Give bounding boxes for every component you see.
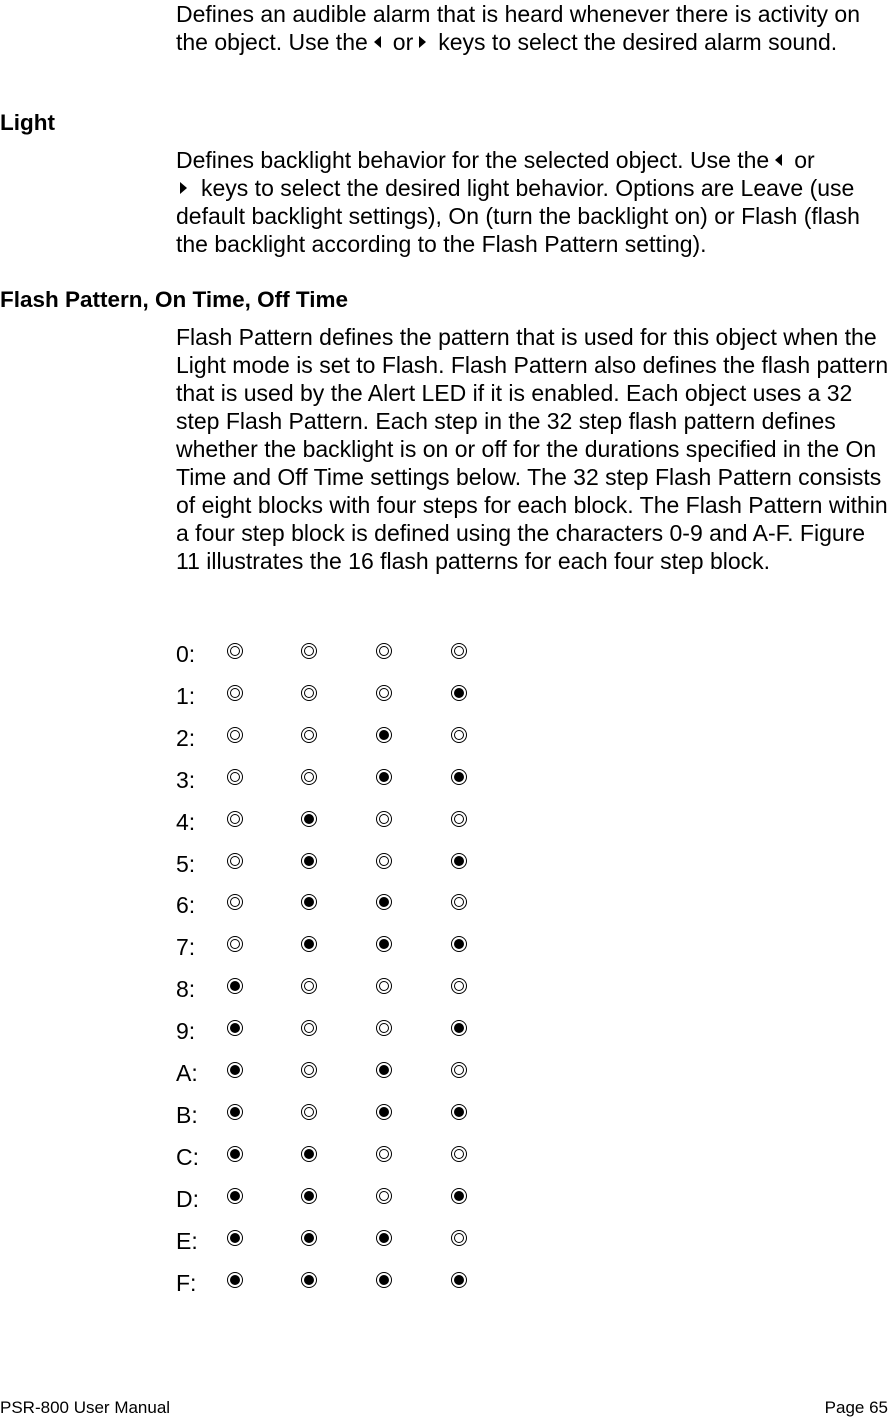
alarm-desc-text-1: Defines an audible alarm that is heard whenever there is activity on the object. Use the [176, 1, 860, 55]
step-on-icon [376, 1104, 392, 1120]
step-off-icon [451, 978, 467, 994]
step-off-icon [227, 727, 243, 743]
step-off-icon [227, 894, 243, 910]
step-off-icon [451, 643, 467, 659]
step-on-icon [301, 1188, 317, 1204]
light-desc-text-2: keys to select the desired light behavior. Options are Leave (use default backlight settings), On (turn the backlight on) or Flash (flash the backlight according to the Flash Pattern setting). [176, 175, 860, 257]
pattern-code-label: 3: [176, 766, 196, 793]
step-off-icon [376, 1020, 392, 1036]
step-on-icon [451, 1188, 467, 1204]
pattern-code-label: B: [176, 1101, 198, 1128]
light-desc-or: or [794, 147, 815, 173]
pattern-row [176, 1185, 496, 1213]
step-on-icon [376, 1062, 392, 1078]
step-on-icon [227, 1062, 243, 1078]
step-off-icon [451, 1146, 467, 1162]
pattern-code-label: 2: [176, 724, 196, 751]
pattern-row [176, 1227, 496, 1255]
pattern-code-label: F: [176, 1269, 197, 1296]
right-arrow-key-icon [419, 36, 426, 48]
flash-pattern-heading: Flash Pattern, On Time, Off Time [0, 287, 348, 312]
step-off-icon [227, 643, 243, 659]
pattern-code-label: E: [176, 1227, 198, 1254]
pattern-code-label: C: [176, 1143, 199, 1170]
light-heading: Light [0, 110, 55, 135]
flash-pattern-description: Flash Pattern defines the pattern that is used for this object when the Light mode is set to Flash. Flash Pattern also defines the flash pattern that is used by the Alert LED if it is enabled. Each object uses a 32 step Flash Pattern. Each step in the 32 step flash pattern defines whether the backlight is on or off for the durations specified in the On Time and Off Time settings below. The 32 step Flash Pattern consists of eight blocks with four steps for each block. The Flash Pattern within a four step block is defined using the characters 0-9 and A-F. Figure 11 illustrates the 16 flash patterns for each four step block. [176, 324, 889, 574]
step-off-icon [301, 1104, 317, 1120]
pattern-code-label: 1: [176, 682, 196, 709]
pattern-code-label: 0: [176, 641, 196, 667]
pattern-code-label: A: [176, 1060, 198, 1086]
step-off-icon [301, 643, 317, 659]
step-on-icon [301, 1146, 317, 1162]
step-off-icon [376, 643, 392, 659]
step-off-icon [227, 685, 243, 701]
alarm-desc-or: or [392, 29, 414, 55]
left-arrow-key-icon [374, 36, 381, 48]
step-on-icon [227, 978, 243, 994]
step-on-icon [451, 1272, 467, 1288]
pattern-code-label: D: [176, 1185, 199, 1212]
step-on-icon [451, 685, 467, 701]
alarm-desc-text-2: keys to select the desired alarm sound. [438, 29, 838, 55]
step-off-icon [301, 727, 317, 743]
step-off-icon [376, 978, 392, 994]
light-desc-text-1: Defines backlight behavior for the selected object. Use the [176, 147, 770, 173]
step-on-icon [376, 894, 392, 910]
pattern-code-label: 7: [176, 934, 196, 961]
step-off-icon [301, 1020, 317, 1036]
step-off-icon [301, 978, 317, 994]
step-off-icon [376, 1188, 392, 1204]
step-on-icon [301, 1272, 317, 1288]
pattern-code-label: 5: [176, 850, 196, 877]
pattern-row [176, 808, 496, 836]
pattern-row [176, 724, 496, 752]
left-arrow-key-icon [775, 154, 782, 166]
step-on-icon [301, 1230, 317, 1246]
step-on-icon [451, 769, 467, 785]
pattern-row [176, 850, 496, 878]
pattern-code-label: 9: [176, 1018, 196, 1045]
pattern-row [176, 1269, 496, 1297]
step-on-icon [376, 769, 392, 785]
pattern-row [176, 640, 496, 668]
step-on-icon [301, 853, 317, 869]
right-arrow-key-icon [180, 182, 187, 194]
step-on-icon [376, 1272, 392, 1288]
step-off-icon [301, 685, 317, 701]
step-off-icon [227, 811, 243, 827]
step-on-icon [301, 936, 317, 952]
light-description [176, 146, 891, 258]
pattern-row [176, 891, 496, 919]
step-on-icon [227, 1020, 243, 1036]
pattern-code-label: 4: [176, 808, 196, 835]
alarm-description [176, 0, 891, 56]
step-off-icon [376, 811, 392, 827]
step-on-icon [451, 853, 467, 869]
step-off-icon [451, 811, 467, 827]
pattern-row [176, 1101, 496, 1129]
step-on-icon [451, 1104, 467, 1120]
pattern-row [176, 1059, 496, 1087]
pattern-code-label: 6: [176, 892, 196, 919]
step-off-icon [376, 685, 392, 701]
step-on-icon [376, 727, 392, 743]
step-off-icon [301, 1062, 317, 1078]
pattern-code-label: 8: [176, 976, 196, 1003]
step-on-icon [227, 1104, 243, 1120]
pattern-row [176, 933, 496, 961]
step-on-icon [451, 1020, 467, 1036]
step-off-icon [376, 853, 392, 869]
footer-page-number: Page 65 [824, 1398, 888, 1417]
step-off-icon [451, 727, 467, 743]
step-on-icon [227, 1146, 243, 1162]
pattern-row [176, 682, 496, 710]
step-on-icon [451, 936, 467, 952]
step-on-icon [301, 811, 317, 827]
pattern-row [176, 1017, 496, 1045]
step-on-icon [376, 936, 392, 952]
step-off-icon [227, 769, 243, 785]
step-on-icon [301, 894, 317, 910]
step-on-icon [227, 1272, 243, 1288]
pattern-row [176, 766, 496, 794]
pattern-row [176, 1143, 496, 1171]
step-on-icon [227, 1230, 243, 1246]
step-off-icon [451, 1230, 467, 1246]
footer-manual-title: PSR-800 User Manual [0, 1398, 171, 1417]
step-off-icon [451, 894, 467, 910]
step-on-icon [376, 1230, 392, 1246]
step-on-icon [227, 1188, 243, 1204]
step-off-icon [227, 853, 243, 869]
pattern-row [176, 975, 496, 1003]
step-off-icon [301, 769, 317, 785]
step-off-icon [451, 1062, 467, 1078]
step-off-icon [376, 1146, 392, 1162]
step-off-icon [227, 936, 243, 952]
